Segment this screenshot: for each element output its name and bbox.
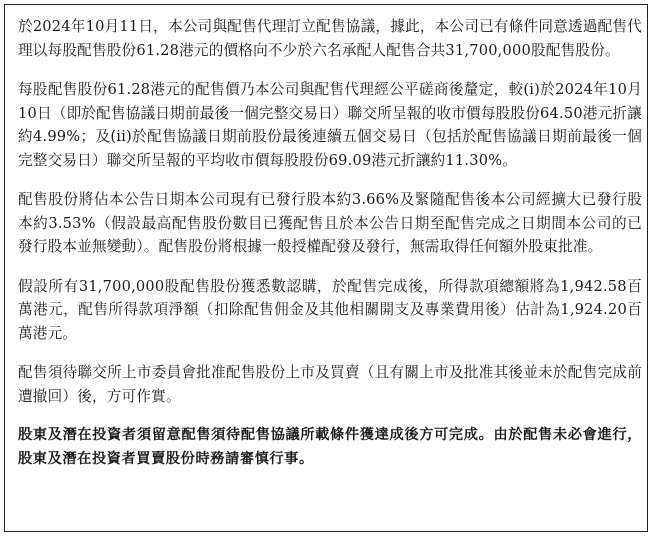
announcement-box <box>4 4 648 532</box>
paragraph-proceeds: 假設所有31,700,000股配售股份獲悉數認購，於配售完成後，所得款項總額將為1,942.58百萬港元，配售所得款項淨額（扣除配售佣金及其他相關開支及專業費用後）估計為1,924.20百萬港元。 <box>18 277 642 342</box>
paragraph-placing-agreement: 於2024年10月11日，本公司與配售代理訂立配售協議，據此，本公司已有條件同意透過配售代理以每股配售股份61.28港元的價格向不少於六名承配人配售合共31,700,000股配售股份。 <box>18 18 642 59</box>
announcement-content <box>18 15 642 471</box>
paragraph-placing-price: 每股配售股份61.28港元的配售價乃本公司與配售代理經公平磋商後釐定，較(i)於2024年10月10日（即於配售協議日期前最後一個完整交易日）聯交所呈報的收市價每股股份64.50港元折讓約4.99%；及(ii)於配售協議日期前股份最後連續五個交易日（包括於配售協議日期前最後一個完整交易日）聯交所呈報的平均收市價每股股份69.09港元折讓約11.30%。 <box>18 81 642 169</box>
paragraph-conditions: 配售須待聯交所上市委員會批准配售股份上市及買賣（且有關上市及批准其後並未於配售完成前遭撤回）後，方可作實。 <box>18 364 642 405</box>
warning-statement: 股東及潛在投資者須留意配售須待配售協議所載條件獲達成後方可完成。由於配售未必會進行，股東及潛在投資者買賣股份時務請審慎行事。 <box>18 427 642 467</box>
paragraph-share-capital: 配售股份將佔本公告日期本公司現有已發行股本約3.66%及緊隨配售後本公司經擴大已發行股本約3.53%（假設最高配售股份數目已獲配售且於本公告日期至配售完成之日期間本公司的已發行股本並無變動）。配售股份將根據一般授權配發及發行，無需取得任何額外股東批准。 <box>18 191 642 255</box>
